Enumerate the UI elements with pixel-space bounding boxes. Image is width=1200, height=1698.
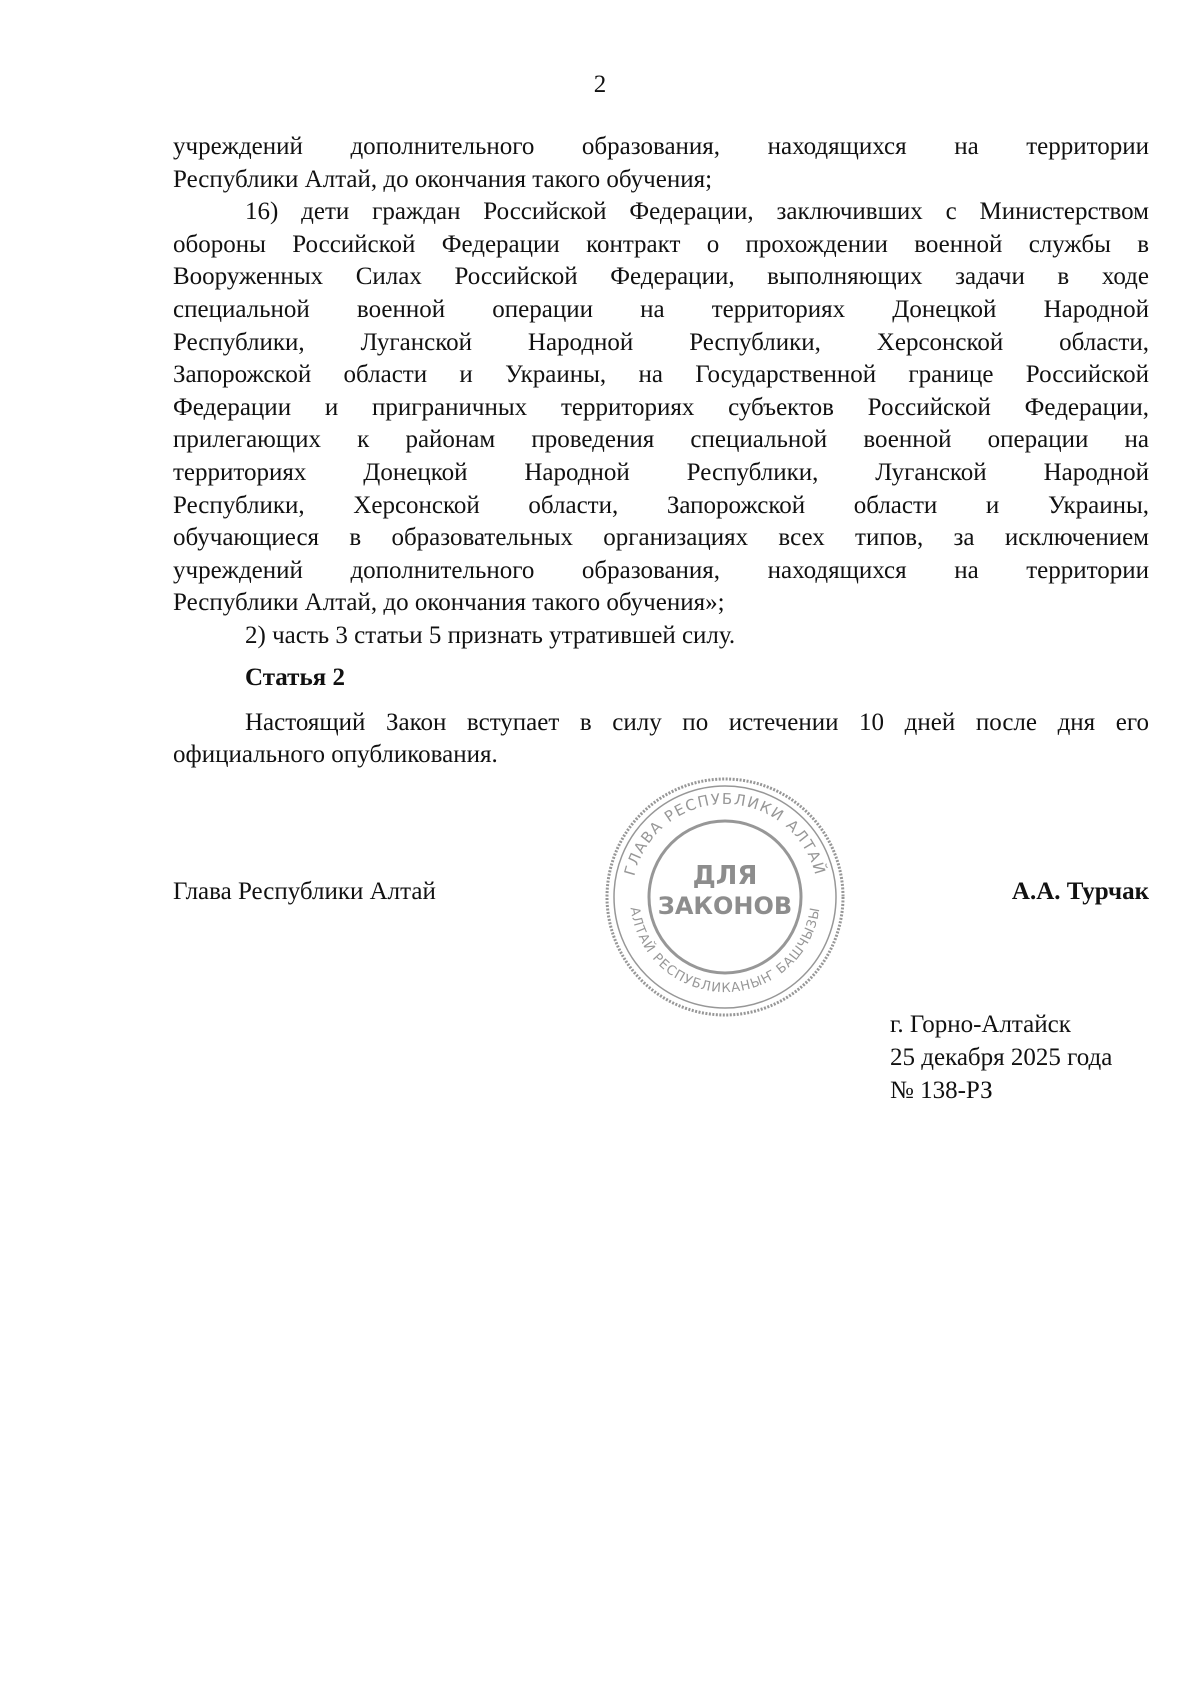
body-line: Республики Алтай, до окончания такого обучения; bbox=[173, 165, 713, 193]
body-line: обучающиеся в образовательных организациях всех типов, за исключением bbox=[173, 524, 1149, 552]
body-line: территориях Донецкой Народной Республики, Луганской Народной bbox=[173, 458, 1149, 486]
body-line: Федерации и приграничных территориях субъектов Российской Федерации, bbox=[173, 393, 1149, 421]
body-line: Вооруженных Силах Российской Федерации, выполняющих задачи в ходе bbox=[173, 263, 1149, 291]
document-body bbox=[173, 131, 1149, 772]
article-line: официального опубликования. bbox=[173, 741, 498, 769]
signatory-name: А.А. Турчак bbox=[1011, 878, 1149, 905]
stamp-center-line2: ЗАКОНОВ bbox=[657, 892, 793, 920]
body-line: обороны Российской Федерации контракт о прохождении военной службы в bbox=[173, 230, 1149, 258]
signatory-position: Глава Республики Алтай bbox=[173, 878, 436, 905]
date: 25 декабря 2025 года bbox=[890, 1044, 1113, 1071]
body-line: учреждений дополнительного образования, находящихся на территории bbox=[173, 133, 1149, 160]
place-date-number bbox=[890, 1008, 1112, 1107]
body-line: Республики, Луганской Народной Республики, Херсонской области, bbox=[173, 328, 1149, 356]
body-line: Запорожской области и Украины, на Государственной границе Российской bbox=[173, 361, 1149, 389]
body-line: Республики Алтай, до окончания такого обучения»; bbox=[173, 589, 725, 617]
article-line: Настоящий Закон вступает в силу по истечении 10 дней после дня его bbox=[245, 708, 1149, 736]
body-line: специальной военной операции на территориях Донецкой Народной bbox=[173, 295, 1149, 323]
body-line: учреждений дополнительного образования, находящихся на территории bbox=[173, 556, 1149, 584]
body-line: 16) дети граждан Российской Федерации, заключивших с Министерством bbox=[245, 198, 1149, 226]
law-number: № 138-РЗ bbox=[890, 1077, 993, 1104]
stamp-top-arc: ГЛАВА РЕСПУБЛИКИ АЛТАЙ bbox=[620, 789, 830, 878]
stamp-center-line1: ДЛЯ bbox=[692, 861, 758, 891]
page-number: 2 bbox=[593, 71, 607, 98]
official-stamp bbox=[600, 772, 850, 1022]
body-line: Республики, Херсонской области, Запорожской области и Украины, bbox=[173, 491, 1149, 519]
place: г. Горно-Алтайск bbox=[890, 1011, 1071, 1038]
article-heading: Статья 2 bbox=[245, 663, 345, 691]
stamp-bottom-arc: АЛТАЙ РЕСПУБЛИКАНЫҤ БАШЧЫЗЫ bbox=[626, 905, 824, 997]
body-line: 2) часть 3 статьи 5 признать утратившей силу. bbox=[245, 621, 736, 649]
body-line: прилегающих к районам проведения специальной военной операции на bbox=[173, 426, 1149, 454]
